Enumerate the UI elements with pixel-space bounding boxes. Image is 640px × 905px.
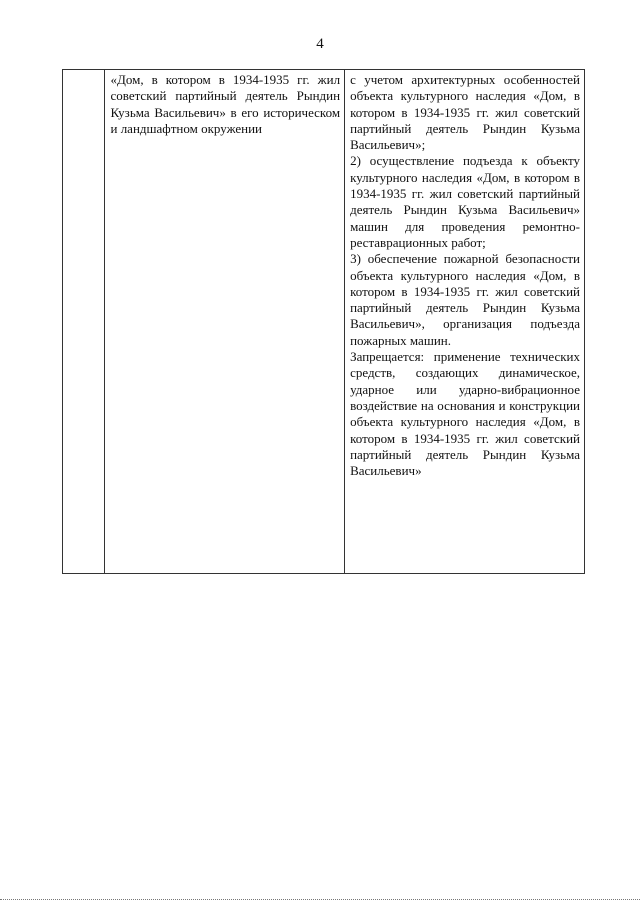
prohibition-paragraph: Запрещается: применение технических средств, создающих динамическое, ударное или ударно-вибрационное воздействие на основания и конструкции объекта культурного наследия «Дом, в котором в 1934-1935 гг. жил советский партийный деятель Рындин Кузьма Васильевич» bbox=[350, 349, 580, 479]
row-number-cell bbox=[63, 70, 105, 574]
object-name-text: «Дом, в котором в 1934-1935 гг. жил советский партийный деятель Рындин Кузьма Васильевич» в его историческом и ландшафтном окружении bbox=[110, 72, 341, 136]
scan-edge-line bbox=[0, 899, 640, 900]
page-number: 4 bbox=[316, 36, 324, 52]
table-row bbox=[63, 70, 585, 574]
regulation-table bbox=[62, 69, 585, 574]
requirement-paragraph: 2) осуществление подъезда к объекту культурного наследия «Дом, в котором в 1934-1935 гг. жил советский партийный деятель Рындин Кузьма Васильевич» машин для проведения ремонтно-реставрационных работ; bbox=[350, 153, 580, 250]
requirement-paragraph: с учетом архитектурных особенностей объекта культурного наследия «Дом, в котором в 1934-1935 гг. жил советский партийный деятель Рындин Кузьма Васильевич»; bbox=[350, 72, 580, 153]
requirement-paragraph: 3) обеспечение пожарной безопасности объекта культурного наследия «Дом, в котором в 1934-1935 гг. жил советский партийный деятель Рындин Кузьма Васильевич», организация подъезда пожарных машин. bbox=[350, 251, 580, 348]
requirements-cell bbox=[345, 70, 585, 574]
object-name-cell bbox=[105, 70, 345, 574]
